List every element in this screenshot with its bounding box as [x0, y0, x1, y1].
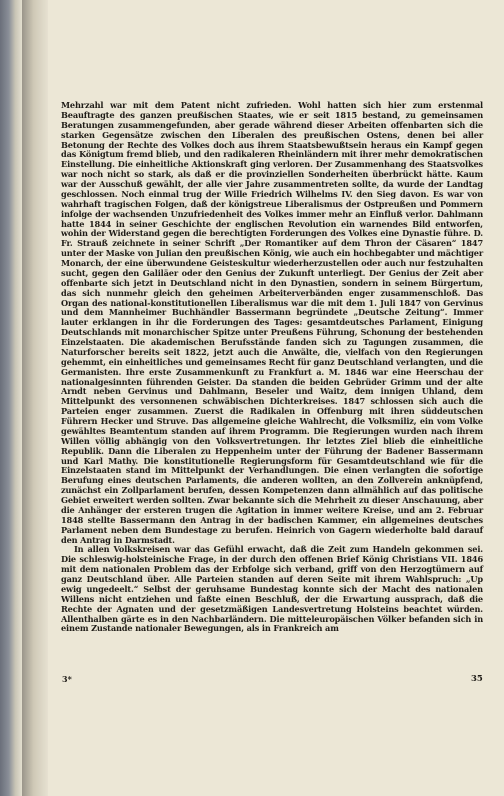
paragraph-2: In allen Volkskreisen war das Gefühl erwacht, daß die Zeit zum Handeln gekommen sei. Die schleswig-holsteinische Frage, in der durch den offenen Brief König Christians VII. 1846 mit dem nationalen Problem das der Erbfolge sich verband, griff von den Herzogtümern auf ganz Deutschland über. Alle Parteien standen auf deren Seite mit ihrem Wahlspruch: „Up ewig ungedeelt.“ Selbst der geruhsame Bundestag konnte sich der Macht des nationalen Willens nicht entziehen und faßte einen Beschluß, der die Erwartung aussprach, daß die Rechte der Agnaten und der gesetzmäßigen Landesvertretung Holsteins beachtet würden. Allenthalben gärte es in den Nachbarländern. Die mitteleuropäischen Völker befanden sich in einem Zustande nationaler Bewegungen, als in Frankreich am — [61, 544, 483, 634]
body-text — [61, 101, 483, 634]
book-page — [48, 0, 504, 796]
previous-page-edge — [0, 0, 22, 796]
printer-signature: 3* — [62, 674, 72, 684]
paragraph-1: Mehrzahl war mit dem Patent nicht zufrieden. Wohl hatten sich hier zum erstenmal Beauftragte des ganzen preußischen Staates, wie er seit 1815 bestand, zu gemeinsamen Beratungen zusammengefunden, aber gerade während dieser Arbeiten offenbarten sich die starken Gegensätze zwischen den Liberalen des preußischen Ostens, denen bei aller Betonung der Rechte des Volkes doch aus ihrem Staatsbewußtsein heraus ein Kampf gegen das Königtum fremd blieb, und den radikaleren Rheinländern mit ihrer mehr demokratischen Einstellung. Die einheitliche Aktionskraft ging verloren. Der Zusammenhang des Staatsvolkes war noch nicht so stark, als daß er die provinziellen Sonderheiten überbrückt hätte. Kaum war der Ausschuß gewählt, der alle vier Jahre zusammentreten sollte, da wurde der Landtag geschlossen. Noch einmal trug der Wille Friedrich Wilhelms IV. den Sieg davon. Es war von wahrhaft tragischen Folgen, daß der königstreue Liberalismus der Ostpreußen und Pommern infolge der wachsenden Unzufriedenheit des Volkes immer mehr an Einfluß verlor. Dahlmann hatte 1844 in seiner Geschichte der englischen Revolution ein warnendes Bild entworfen, wohin der Widerstand gegen die berechtigten Forderungen des Volkes eine Dynastie führe. D. Fr. Strauß zeichnete in seiner Schrift „Der Romantiker auf dem Thron der Cäsaren“ 1847 unter der Maske von Julian den preußischen König, wie auch ein hochbegabter und mächtiger Monarch, der eine überwundene Geisteskultur wiederherzustellen oder auch nur festzuhalten sucht, gegen den Galiläer oder den Genius der Zukunft unterliegt. Der Genius der Zeit aber offenbarte sich jetzt in Deutschland nicht in den Dynastien, sondern in seinem Bürgertum, das sich nunmehr gleich den geheimen Arbeiterverbänden enger zusammenschloß. Das Organ des national-konstitutionellen Liberalismus war die mit dem 1. Juli 1847 von Gervinus und dem Mannheimer Buchhändler Bassermann begründete „Deutsche Zeitung“. Immer lauter erklangen in ihr die Forderungen des Tages: gesamtdeutsches Parlament, Einigung Deutschlands mit monarchischer Spitze unter Preußens Führung, Schonung der bestehenden Einzelstaaten. Die akademischen Berufsstände fanden sich zu Tagungen zusammen, die Naturforscher bereits seit 1822, jetzt auch die Anwälte, die, vielfach von den Regierungen gehemmt, ein einheitliches und gemeinsames Recht für ganz Deutschland verlangten, und die Germanisten. Ihre erste Zusammenkunft zu Frankfurt a. M. 1846 war eine Heerschau der nationalgesinnten führenden Geister. Da standen die beiden Gebrüder Grimm und der alte Arndt neben Gervinus und Dahlmann, Beseler und Waitz, dem innigen Uhland, dem Mittelpunkt des versonnenen schwäbischen Dichterkreises. 1847 schlossen sich auch die Parteien enger zusammen. Zuerst die Radikalen in Offenburg mit ihren süddeutschen Führern Hecker und Struve. Das allgemeine gleiche Wahlrecht, die Volksmiliz, ein vom Volke gewähltes Beamtentum standen auf ihrem Programm. Die Regierungen wurden nach ihrem Willen völlig abhängig von den Volksvertretungen. Ihr letztes Ziel blieb die einheitliche Republik. Dann die Liberalen zu Heppenheim unter der Führung der Badener Bassermann und Karl Mathy. Die konstitutionelle Regierungsform für Gesamtdeutschland wie für die Einzelstaaten stand im Mittelpunkt der Verhandlungen. Die einen verlangten die sofortige Berufung eines deutschen Parlaments, die anderen wollten, an den Zollverein anknüpfend, zunächst ein Zollparlament berufen, dessen Kompetenzen dann allmählich auf das politische Gebiet erweitert werden sollten. Zwar bekannte sich die Mehrheit zu dieser Anschauung, aber die Anhänger der ersteren trugen die Agitation in immer weitere Kreise, und am 2. Februar 1848 stellte Bassermann den Antrag in der badischen Kammer, ein allgemeines deutsches Parlament neben dem Bundestage zu berufen. Heinrich von Gagern wiederholte bald darauf den Antrag in Darmstadt. — [61, 100, 483, 545]
book-gutter — [22, 0, 48, 796]
page-number: 35 — [471, 674, 483, 684]
